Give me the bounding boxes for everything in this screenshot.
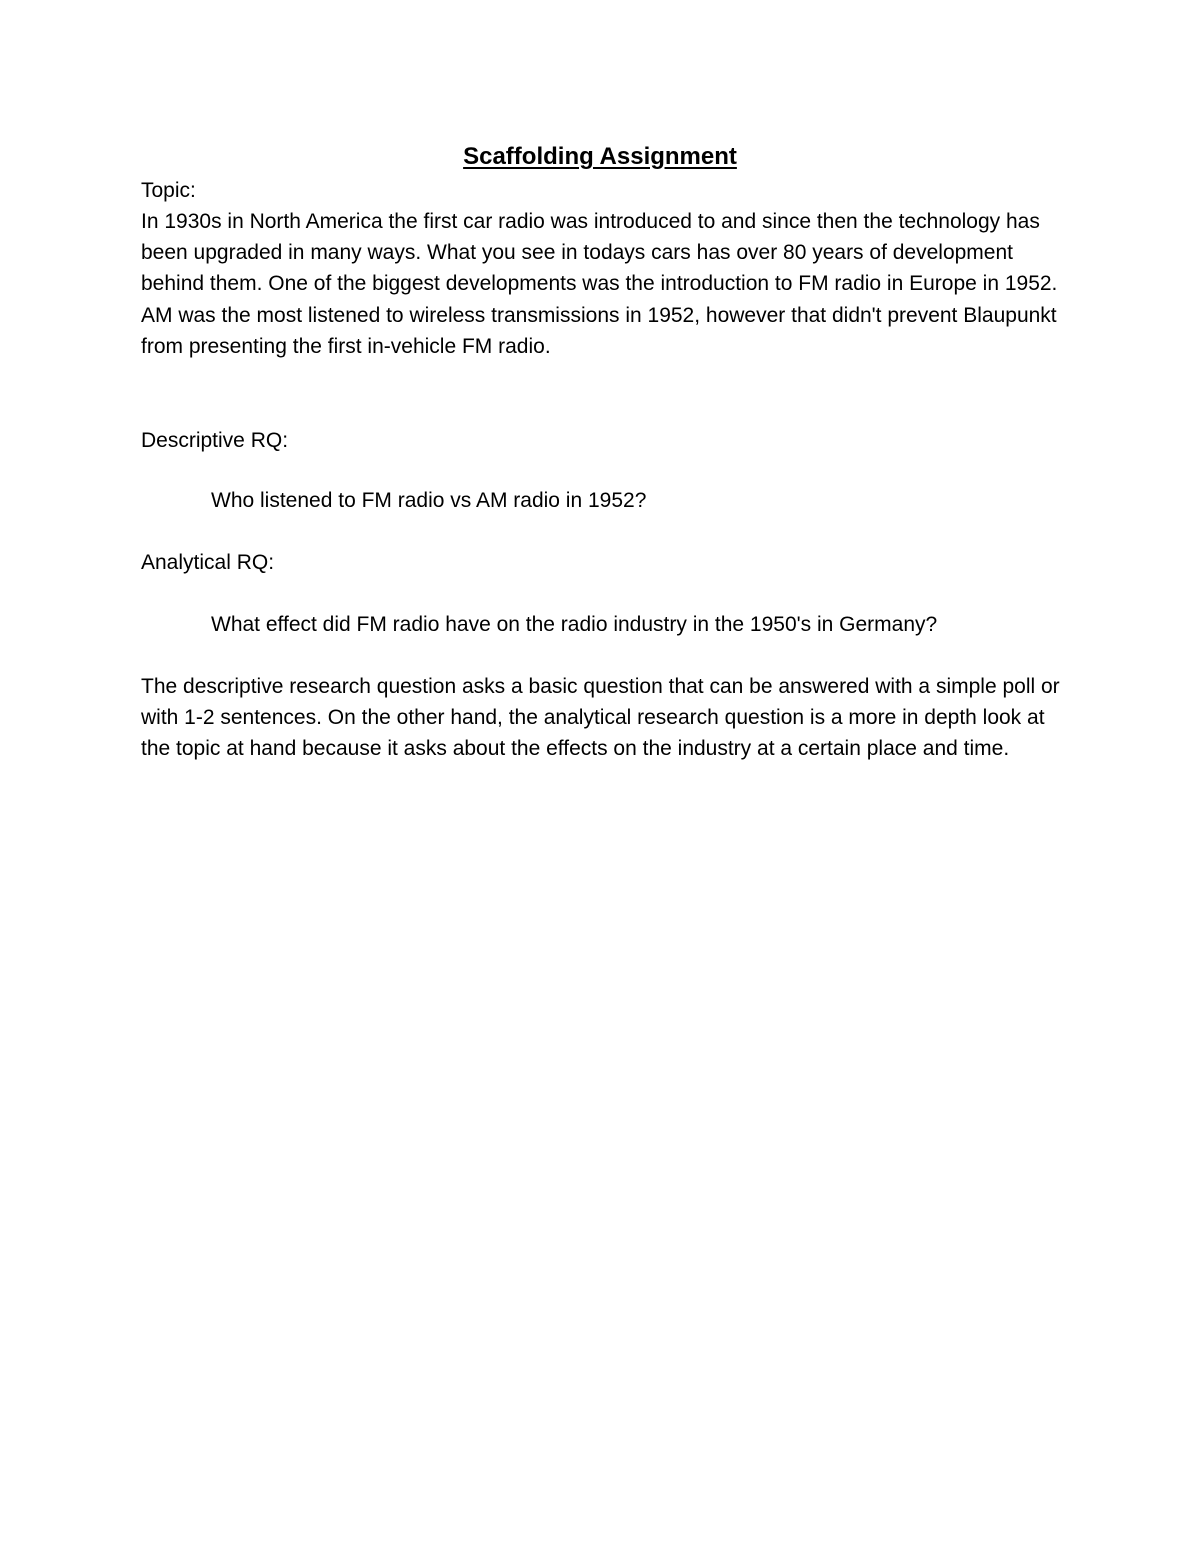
topic-label: Topic: — [141, 179, 196, 202]
analytical-rq-label: Analytical RQ: — [141, 551, 275, 574]
descriptive-rq-label: Descriptive RQ: — [141, 429, 289, 452]
descriptive-rq-question: Who listened to FM radio vs AM radio in 1952? — [211, 489, 647, 512]
analytical-rq-question: What effect did FM radio have on the radio industry in the 1950's in Germany? — [211, 613, 938, 636]
topic-paragraph: In 1930s in North America the first car radio was introduced to and since then the technology has been upgraded in many ways. What you see in todays cars has over 80 years of development behind them. One of the biggest developments was the introduction to FM radio in Europe in 1952. AM was the most listened to wireless transmissions in 1952, however that didn't prevent Blaupunkt from presenting the first in-vehicle FM radio. — [141, 210, 1058, 358]
document-title: Scaffolding Assignment — [463, 143, 737, 170]
conclusion-paragraph: The descriptive research question asks a basic question that can be answered with a simple poll or with 1-2 sentences. On the other hand, the analytical research question is a more in depth look at the topic at hand because it asks about the effects on the industry at a certain place and time. — [141, 675, 1060, 761]
